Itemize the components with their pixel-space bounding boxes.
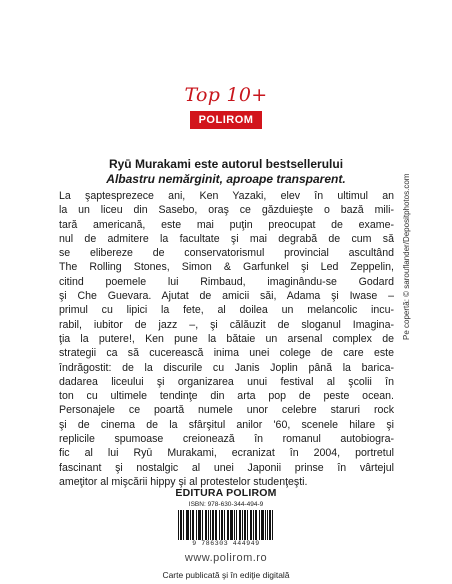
lead-line-title: Albastru nemărginit, aproape transparent. bbox=[106, 172, 346, 186]
barcode-bar bbox=[199, 510, 200, 540]
blurb-line: Personajele ce poartă numele unor celebre staruri rock bbox=[59, 404, 394, 417]
barcode-bar bbox=[240, 510, 241, 540]
blurb-line: şi de cinema de la sfârşitul anilor '60, scenele hilare şi bbox=[59, 418, 394, 431]
barcode-bar bbox=[259, 510, 260, 540]
barcode-icon bbox=[178, 510, 274, 540]
barcode-bar bbox=[251, 510, 252, 540]
barcode-bar bbox=[190, 510, 191, 540]
lead-line-author: Ryū Murakami este autorul bestsellerului bbox=[108, 157, 344, 171]
barcode-bar bbox=[216, 510, 217, 540]
blurb-line: ton cu ultimele tendinţe din arta pop de peste ocean. bbox=[59, 390, 394, 403]
barcode-bar bbox=[210, 510, 211, 540]
barcode-bar bbox=[183, 510, 184, 540]
blurb-line: fic al lui Ryū Murakami, ecranizat în 2004, portretul bbox=[59, 447, 394, 460]
blurb-line: ameţitor al mişcării hippy şi al protestelor studenţeşti. bbox=[59, 475, 308, 488]
barcode-bar bbox=[242, 510, 243, 540]
barcode-bar bbox=[247, 510, 248, 540]
barcode-bar bbox=[188, 510, 189, 540]
barcode-bar bbox=[181, 510, 182, 540]
barcode-bar bbox=[212, 510, 213, 540]
barcode-bar bbox=[267, 510, 268, 540]
barcode-bar bbox=[208, 510, 209, 540]
barcode-bar bbox=[200, 510, 201, 540]
blurb-line: nul de admitere la facultate şi mai degrabă de cum să bbox=[59, 232, 394, 245]
isbn-text: ISBN: 978-630-344-494-9 bbox=[188, 501, 264, 508]
barcode-bar bbox=[231, 510, 232, 540]
barcode-bar bbox=[192, 510, 193, 540]
barcode-bar bbox=[215, 510, 216, 540]
barcode-bar bbox=[219, 510, 220, 540]
barcode-bar bbox=[213, 510, 214, 540]
barcode-bar bbox=[222, 510, 223, 540]
blurb-line: şi Che Guevara. Ajutat de amicii săi, Adama şi Iwase – bbox=[59, 290, 394, 303]
lead-statement bbox=[60, 157, 392, 187]
blurb-line: primul cu lipici la fete, al doilea un melancolic incu- bbox=[59, 304, 394, 317]
barcode-bar bbox=[187, 510, 188, 540]
barcode-bar bbox=[236, 510, 237, 540]
barcode-bar bbox=[269, 510, 270, 540]
blurb-line: replicile spumoase creionează în romanul autobiogra- bbox=[59, 433, 394, 446]
barcode-bar bbox=[198, 510, 199, 540]
barcode-bar bbox=[205, 510, 206, 540]
website-url: www.polirom.ro bbox=[184, 552, 268, 564]
barcode-bar bbox=[255, 510, 256, 540]
blurb-line: strategii ca să cucerească inima unei colege de care este bbox=[59, 347, 394, 360]
barcode-bar bbox=[227, 510, 228, 540]
blurb-line: se elibereze de conservatorismul provincial ascultând bbox=[59, 247, 394, 260]
blurb-line: ţia la putere!, Ken pune la bătaie un arsenal complex de bbox=[59, 332, 394, 345]
barcode-bar bbox=[262, 510, 263, 540]
barcode-bar bbox=[265, 510, 266, 540]
barcode-bar bbox=[250, 510, 251, 540]
publisher-name: EDITURA POLIROM bbox=[175, 487, 277, 499]
barcode-number: 9 786303 444949 bbox=[192, 540, 260, 547]
photo-credit: Pe copertă: © sarouflander/Depositphotos.com bbox=[402, 173, 411, 340]
barcode-bar bbox=[202, 510, 203, 540]
barcode-bar bbox=[193, 510, 194, 540]
blurb-line: citind poemele lui Rimbaud, imaginându-se Godard bbox=[59, 275, 394, 288]
barcode-bar bbox=[230, 510, 231, 540]
blurb-line: dadarea liceului şi organizarea unui festival al şcolii în bbox=[59, 375, 394, 388]
barcode-bar bbox=[263, 510, 264, 540]
barcode-bar bbox=[186, 510, 187, 540]
barcode-bar bbox=[224, 510, 225, 540]
barcode-bar bbox=[245, 510, 246, 540]
barcode-bar bbox=[178, 510, 179, 540]
barcode-block bbox=[174, 501, 278, 549]
blurb-line: La şaptesprezece ani, Ken Yazaki, elev în ultimul an bbox=[59, 190, 394, 202]
blurb-paragraph bbox=[59, 189, 394, 489]
barcode-bar bbox=[256, 510, 257, 540]
barcode-bar bbox=[228, 510, 229, 540]
barcode-bar bbox=[244, 510, 245, 540]
blurb-line: tară americană, este mai puţin preocupat de exame- bbox=[59, 218, 394, 231]
blurb-line: fascinant şi nostalgic al unei Japonii prinse în vârtejul bbox=[59, 461, 394, 474]
blurb-line: îndrăgostit: de la discurile cu Janis Joplin până la barica- bbox=[59, 361, 394, 374]
blurb-line: rabil, iubitor de jazz –, şi călăuzit de sloganul Imagina- bbox=[59, 318, 394, 331]
barcode-bar bbox=[272, 510, 273, 540]
barcode-bar bbox=[180, 510, 181, 540]
barcode-bar bbox=[239, 510, 240, 540]
polirom-badge: POLIROM bbox=[190, 111, 262, 129]
barcode-bar bbox=[270, 510, 271, 540]
barcode-bar bbox=[206, 510, 207, 540]
barcode-bar bbox=[253, 510, 254, 540]
barcode-bar bbox=[221, 510, 222, 540]
blurb-line: The Rolling Stones, Simon & Garfunkel şi Led Zeppelin, bbox=[59, 261, 394, 274]
top10-series-logo: Top 10+ bbox=[184, 84, 268, 106]
blurb-line: la un liceu din Sasebo, oraş ce găzduieşte o bază mili- bbox=[59, 204, 394, 217]
barcode-bar bbox=[261, 510, 262, 540]
barcode-bar bbox=[196, 510, 197, 540]
digital-edition-note: Carte publicată şi în ediţie digitală bbox=[162, 570, 290, 580]
barcode-bar bbox=[232, 510, 233, 540]
barcode-bar bbox=[234, 510, 235, 540]
